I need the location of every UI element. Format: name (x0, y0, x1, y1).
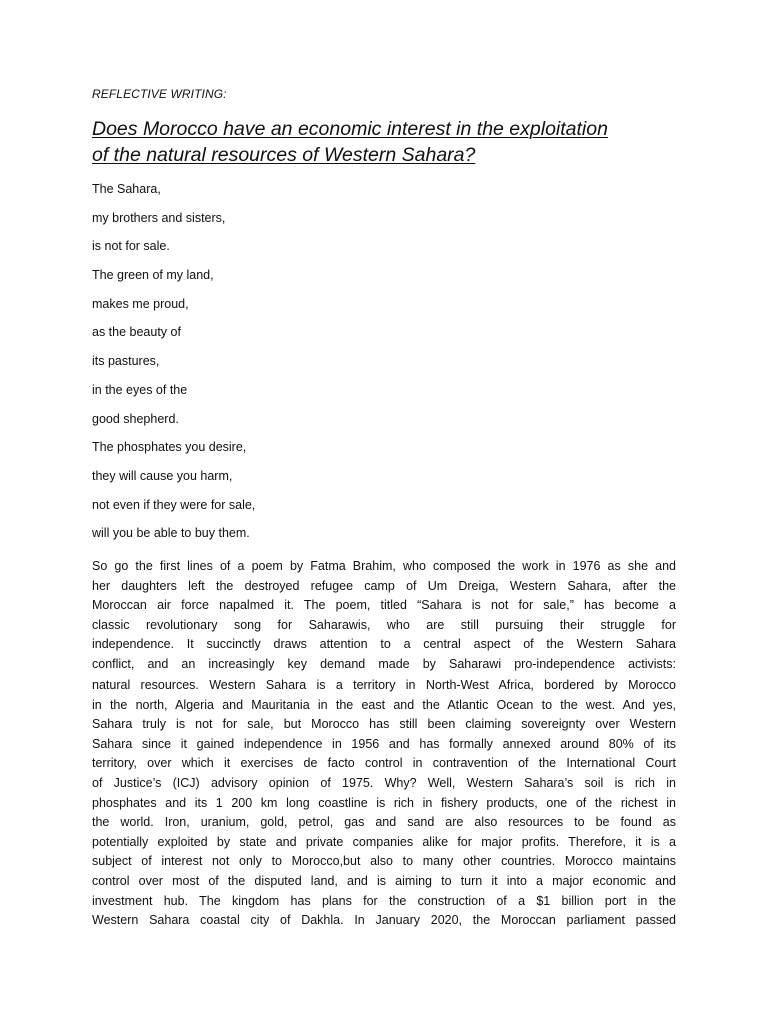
poem-line: is not for sale. (92, 239, 170, 254)
body-line: Sahara truly is not for sale, but Morocco has still been claiming sovereignty over Western (92, 717, 676, 732)
poem-line: its pastures, (92, 354, 160, 369)
body-line: independence. It succinctly draws attention to a central aspect of the Western Sahara (92, 637, 676, 652)
body-line: of Justice’s (ICJ) advisory opinion of 1975. Why? Well, Western Sahara’s soil is rich in (92, 776, 676, 791)
body-line: Sahara since it gained independence in 1956 and has formally annexed around 80% of its (92, 736, 676, 751)
body-line: So go the first lines of a poem by Fatma Brahim, who composed the work in 1976 as she and (92, 559, 676, 573)
body-line: potentially exploited by state and private companies alike for major profits. Therefore, it is a (92, 834, 676, 849)
body-paragraph (92, 557, 676, 931)
body-line: the world. Iron, uranium, gold, petrol, gas and sand are also resources to be found as (92, 815, 676, 830)
poem-line: my brothers and sisters, (92, 210, 226, 225)
poem-line: The green of my land, (92, 268, 214, 283)
body-line: her daughters left the destroyed refugee camp of Um Dreiga, Western Sahara, after the (92, 578, 676, 593)
poem-line: not even if they were for sale, (92, 497, 256, 512)
poem-line: in the eyes of the (92, 382, 188, 397)
poem-line: The Sahara, (92, 182, 161, 196)
poem-line: makes me proud, (92, 296, 189, 311)
body-line: phosphates and its 1 200 km long coastline is rich in fishery products, one of the richest in (92, 795, 676, 810)
poem-excerpt (92, 182, 255, 555)
essay-title (92, 116, 692, 168)
body-line: control over most of the disputed land, and is aiming to turn it into a major economic and (92, 874, 676, 888)
poem-line: as the beauty of (92, 325, 181, 340)
poem-line: will you be able to buy them. (92, 526, 250, 541)
body-line: subject of interest not only to Morocco,but also to many other countries. Morocco maintains (92, 854, 676, 869)
section-label: REFLECTIVE WRITING: (92, 87, 227, 101)
body-line: in the north, Algeria and Mauritania in the east and the Atlantic Ocean to the west. And yes, (92, 697, 676, 712)
poem-line: they will cause you harm, (92, 468, 233, 483)
body-line: Western Sahara coastal city of Dakhla. In January 2020, the Moroccan parliament passed (92, 913, 676, 928)
body-line: conflict, and an increasingly key demand made by Saharawi pro-independence activists: (92, 656, 676, 671)
essay-title-line-1: Does Morocco have an economic interest in the exploitation (92, 118, 608, 140)
body-line: Moroccan air force napalmed it. The poem, titled “Sahara is not for sale,” has become a (92, 598, 676, 613)
poem-line: good shepherd. (92, 411, 179, 426)
body-line: natural resources. Western Sahara is a territory in North-West Africa, bordered by Morocco (92, 678, 676, 693)
body-line: investment hub. The kingdom has plans for the construction of a $1 billion port in the (92, 893, 676, 908)
essay-title-line-2: of the natural resources of Western Sahara? (92, 144, 476, 166)
body-line: classic revolutionary song for Saharawis, who are still pursuing their struggle for (92, 617, 676, 632)
poem-line: The phosphates you desire, (92, 440, 247, 455)
body-line: territory, over which it exercises de facto control in contravention of the International Court (92, 756, 676, 771)
